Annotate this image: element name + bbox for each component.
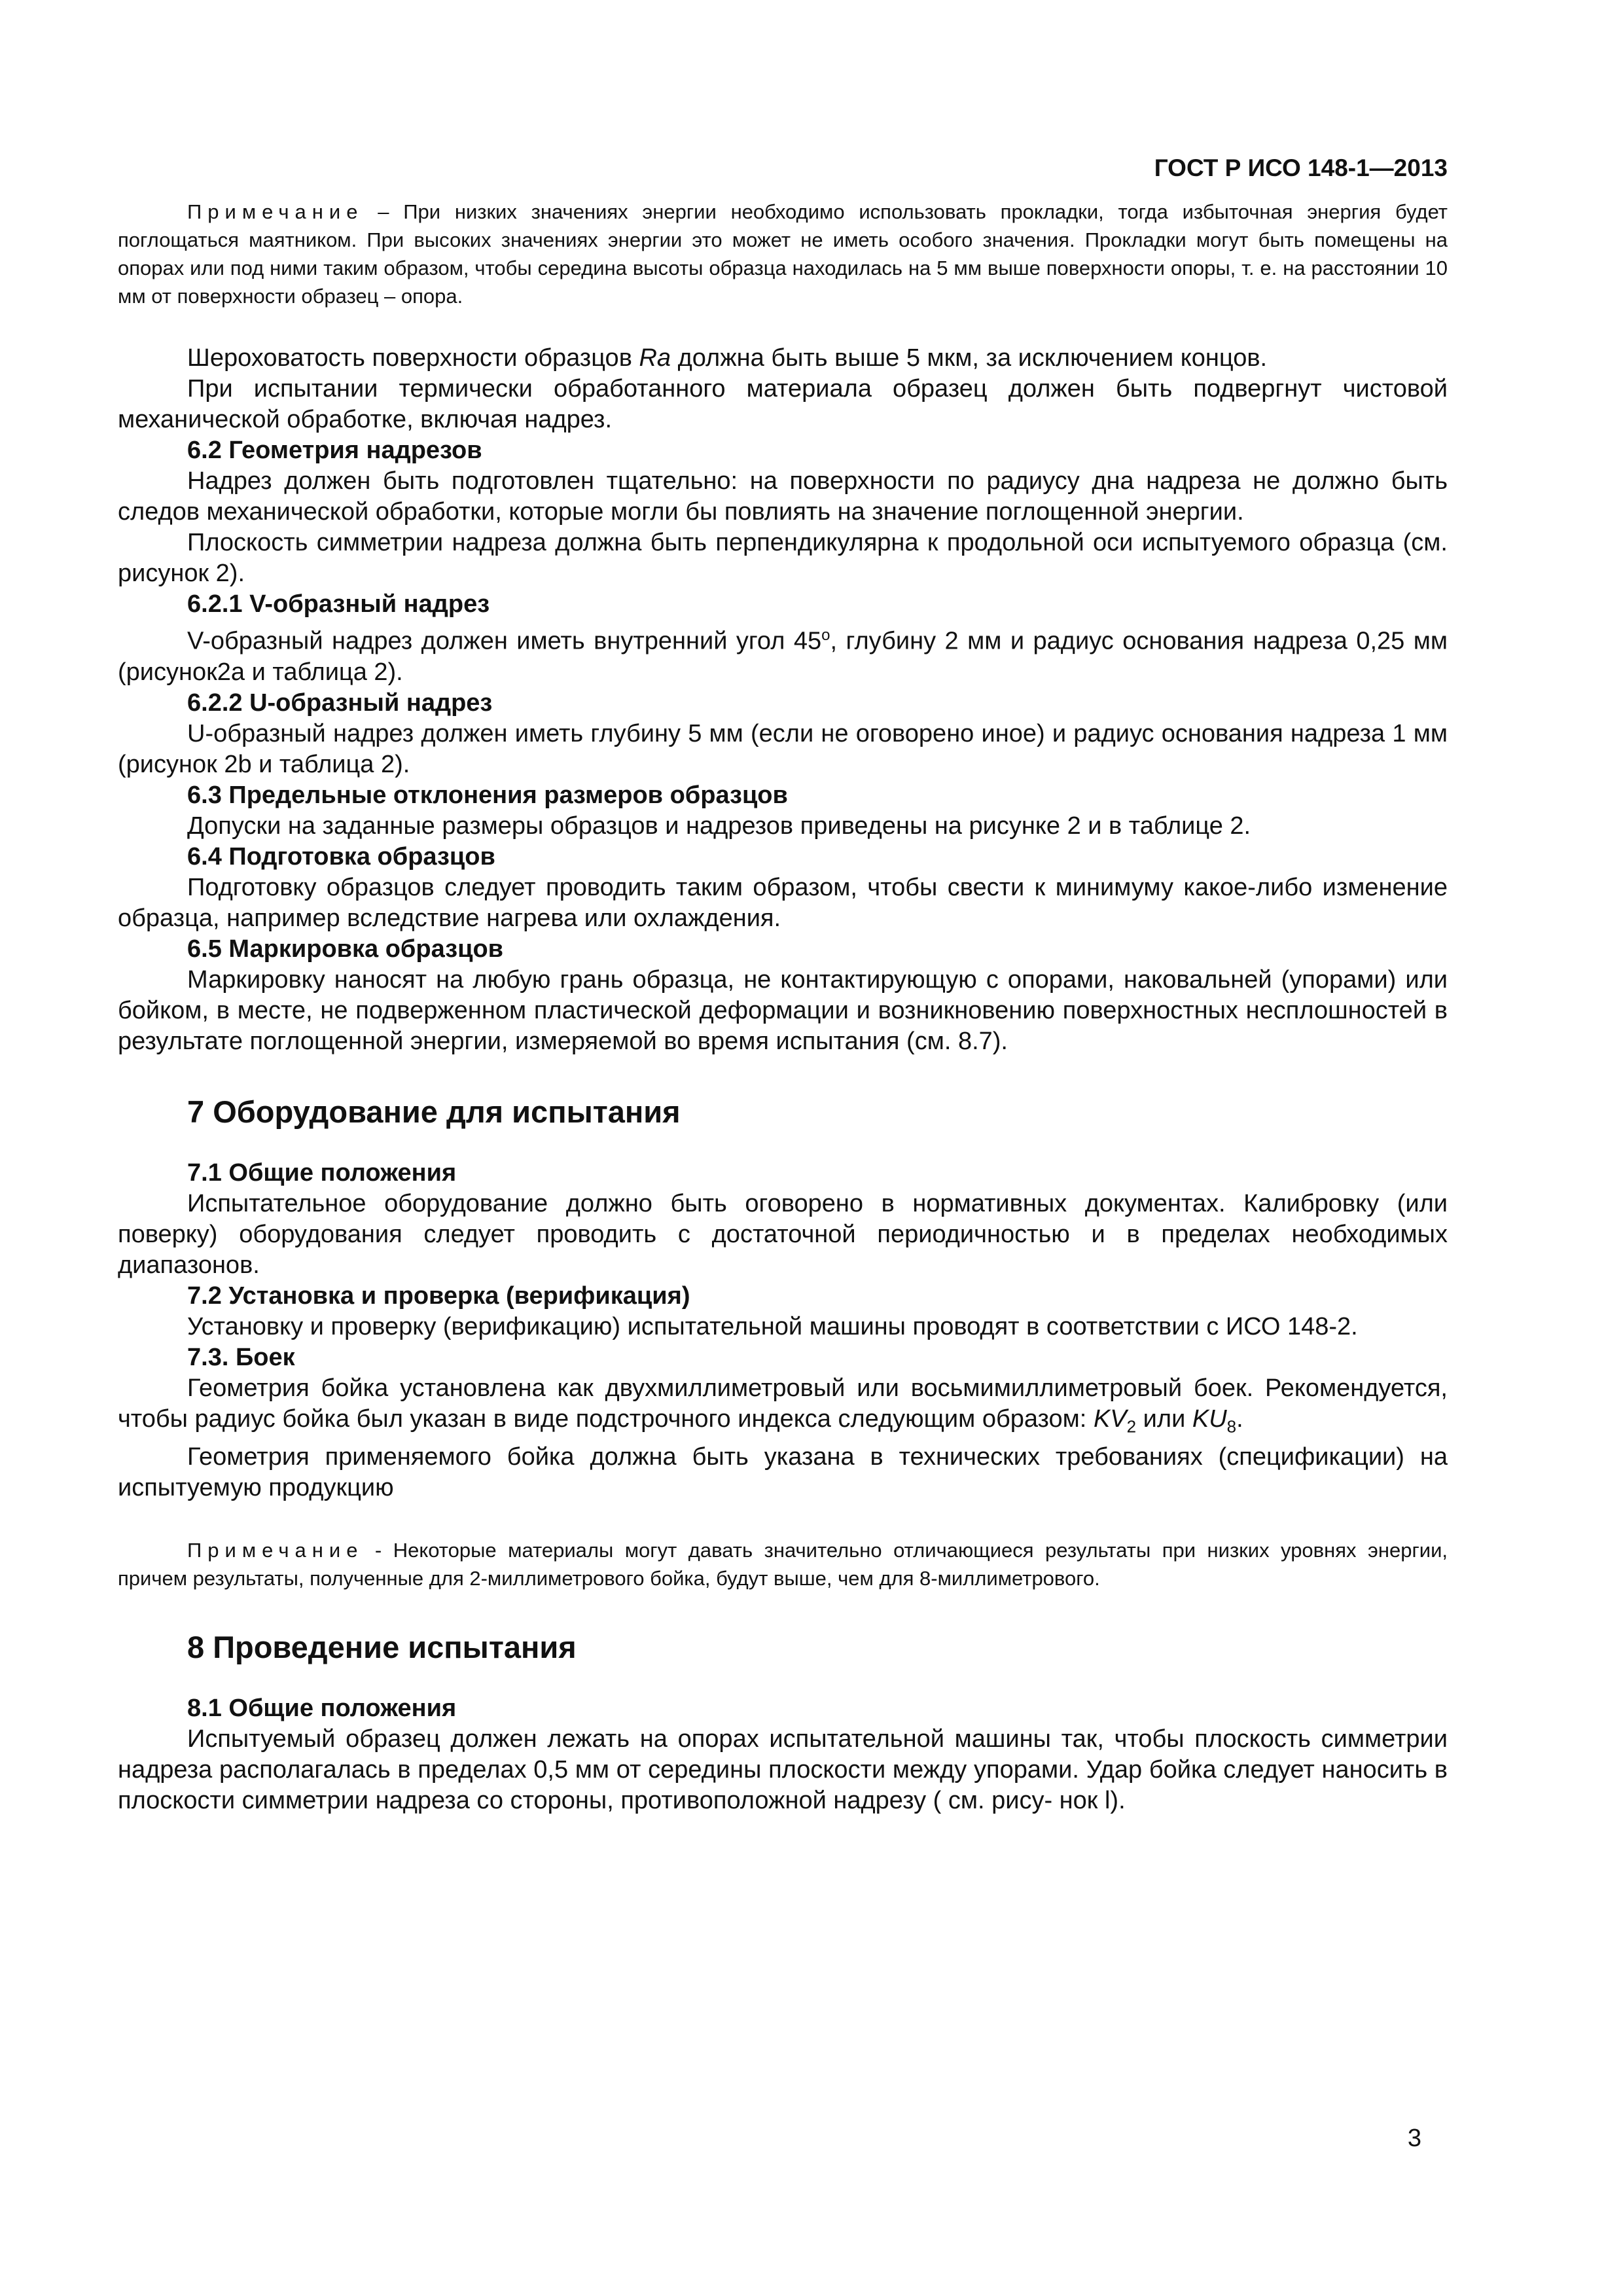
note-paragraph [118,198,1448,310]
v-notch-text-start: V-образный надрез должен иметь внутренний угол 45 [187,627,822,655]
roughness-text-start: Шероховатость поверхности образцов [187,344,639,372]
note-2-paragraph [118,1536,1448,1592]
section-6-4-heading: 6.4 Подготовка образцов [187,842,495,870]
ku-symbol: KU [1192,1405,1227,1433]
kv-symbol: KV [1093,1405,1127,1433]
heat-treated-paragraph: При испытании термически обработанного материала образец должен быть подвергнут чистовой механической обработке, включая надрез. [118,375,1448,433]
section-6-5-paragraph: Маркировку наносят на любую грань образца, не контактирующую с опорами, наковальней (упорами) или бойком, в месте, не подверженном пластической деформации и возникновению поверхностных несплошностей в результате поглощенной энергии, измеряемой во время испытания (см. 8.7). [118,965,1448,1055]
note-label: Примечание [187,200,364,223]
note-2-text: - Некоторые материалы могут давать значительно отличающиеся результаты при низких уровнях энергии, причем результаты, полученные для 2-миллиметрового бойка, будут выше, чем для 8-миллиметрового. [118,1539,1448,1590]
section-6-5-heading: 6.5 Маркировка образцов [187,935,504,963]
section-8-1-heading: 8.1 Общие положения [187,1695,457,1723]
note-2-label: Примечание [187,1539,364,1562]
section-6-2-paragraph-1: Надрез должен быть подготовлен тщательно: на поверхности по радиусу дна надреза не должно быть следов механической обработки, которые могли бы повлиять на значение поглощенной энергии. [118,467,1448,526]
striker-text: Геометрия бойка установлена как двухмиллиметровый или восьмимиллиметровый боек. Рекомендуется, чтобы радиус бойка был указан в виде подстрочного индекса следующим образом: [118,1374,1448,1433]
roughness-paragraph [118,343,1448,374]
section-6-2-paragraph-2: Плоскость симметрии надреза должна быть перпендикулярна к продольной оси испытуемого образца (см. рисунок 2). [118,529,1448,587]
page-number: 3 [1407,2125,1421,2152]
section-8-heading: 8 Проведение испытания [187,1630,577,1665]
section-7-2-paragraph: Установку и проверку (верификацию) испытательной машины проводят в соответствии с ИСО 148-2. [187,1312,1358,1340]
roughness-text-end: должна быть выше 5 мкм, за исключением концов. [671,344,1268,372]
section-6-2-2-heading: 6.2.2 U-образный надрез [187,689,493,717]
section-8-1-paragraph: Испытуемый образец должен лежать на опорах испытательной машины так, чтобы плоскость симметрии надреза располагалась в пределах 0,5 мм от середины плоскости между упорами. Удар бойка следует наносить в плоскости симметрии надреза со стороны, противоположной надрезу ( см. рису- нок l). [118,1725,1448,1815]
section-7-2-heading: 7.2 Установка и проверка (верификация) [187,1282,690,1310]
section-6-2-1-heading: 6.2.1 V-образный надрез [187,590,490,618]
kv-subscript: 2 [1126,1416,1137,1437]
page-content [118,198,1448,1816]
ku-subscript: 8 [1226,1416,1237,1437]
section-7-3-paragraph-2: Геометрия применяемого бойка должна быть указана в технических требованиях (спецификации) на испытуемую продукцию [118,1443,1448,1502]
document-code-header: ГОСТ Р ИСО 148-1—2013 [1154,154,1448,181]
section-7-1-heading: 7.1 Общие положения [187,1158,457,1187]
note-text: – При низких значениях энергии необходимо использовать прокладки, тогда избыточная энергия будет поглощаться маятником. При высоких значениях энергии это может не иметь особого значения. Прокладки могут быть помещены на опорах или под ними таким образом, чтобы середина высоты образца находилась на 5 мм выше поверхности опоры, т. е. на расстоянии 10 мм от поверхности образец – опора. [118,200,1448,308]
roughness-symbol: Ra [639,344,671,372]
section-7-3-heading: 7.3. Боек [187,1343,295,1371]
section-6-4-paragraph: Подготовку образцов следует проводить таким образом, чтобы свести к минимуму какое-либо изменение образца, например вследствие нагрева или охлаждения. [118,873,1448,932]
section-6-2-heading: 6.2 Геометрия надрезов [187,437,482,464]
section-6-2-1-paragraph [118,620,1448,688]
period: . [1236,1405,1243,1433]
section-6-3-paragraph: Допуски на заданные размеры образцов и надрезов приведены на рисунке 2 и в таблице 2. [187,812,1251,840]
section-7-1-paragraph: Испытательное оборудование должно быть оговорено в нормативных документах. Калибровку (или поверку) оборудования следует проводить с достаточной периодичностью и в пределах необходимых диапазонов. [118,1189,1448,1279]
section-6-2-2-paragraph: U-образный надрез должен иметь глубину 5 мм (если не оговорено иное) и радиус основания надреза 1 мм (рисунок 2b и таблица 2). [118,719,1448,778]
degree-superscript: о [821,626,830,644]
v-notch-text-end: , глубину 2 мм и радиус основания надреза 0,25 мм (рисунок2а и таблица 2). [118,627,1448,686]
section-7-3-paragraph-1 [118,1373,1448,1443]
section-7-heading: 7 Оборудование для испытания [187,1094,681,1129]
or-word: или [1136,1405,1192,1433]
section-6-3-heading: 6.3 Предельные отклонения размеров образцов [187,781,788,809]
